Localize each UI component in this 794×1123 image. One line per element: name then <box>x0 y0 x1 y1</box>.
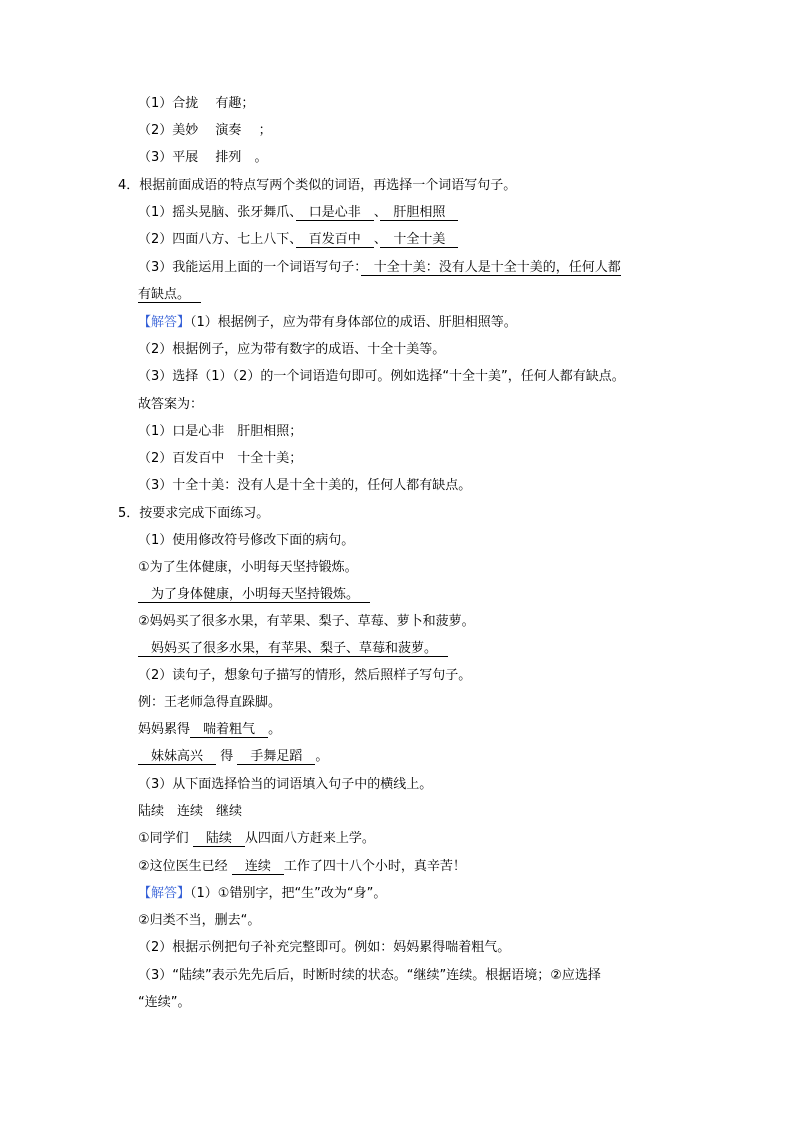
fill-blank: 妹妹高兴 <box>138 749 216 765</box>
answer-line: （2）百发百中 十全十美； <box>138 451 303 466</box>
answer-line: （3）“陆续”表示先先后后，时断时续的状态。“继续”连续。根据语境；②应选择 <box>138 968 601 983</box>
answer-text: 演奏 <box>215 123 242 138</box>
answer-line: 【解答】（1）①错别字，把“生”改为“身”。 <box>138 886 387 901</box>
question-line <box>138 259 621 277</box>
answer-line: ②归类不当，删去“。 <box>138 913 261 928</box>
question-line: 妹妹高兴 得 手舞足蹈 。 <box>138 748 328 766</box>
question-line: ②这位医生已经 连续 工作了四十八个小时，真辛苦！ <box>138 859 466 874</box>
answer-line: （3）选择（1）（2）的一个词语造句即可。例如选择“十全十美”，任何人都有缺点。 <box>138 369 625 384</box>
question-title: 5．按要求完成下面练习。 <box>118 506 270 521</box>
fill-blank: 口是心非 <box>296 205 374 221</box>
answer-label: 故答案为： <box>138 397 204 412</box>
line-text: （2）四面八方、七上八下、 <box>138 232 296 247</box>
line-text: （3）我能运用上面的一个词语写句子： <box>138 260 361 275</box>
question-line: ①为了生体健康，小明每天坚持锻炼。 <box>138 560 358 575</box>
fill-blank: 连续 <box>232 859 284 875</box>
question-line: （1）使用修改符号修改下面的病句。 <box>138 533 355 548</box>
answer-text: （1）根据例子，应为带有身体部位的成语、肝胆相照等。 <box>190 315 517 330</box>
answer-line: （2）根据示例把句子补充完整即可。例如：妈妈累得喘着粗气。 <box>138 940 511 955</box>
answer-text: 有趣； <box>215 96 255 111</box>
question-line: 妈妈累得 喘着粗气 。 <box>138 722 282 737</box>
answer-text: （1）合拢 <box>138 96 199 111</box>
answer-text: ； <box>258 123 272 138</box>
corrected-sentence: 为了身体健康，小明每天坚持锻炼。 <box>138 586 370 604</box>
fill-blank: 有缺点。 <box>138 287 201 303</box>
question-line: （3）从下面选择恰当的词语填入句子中的横线上。 <box>138 777 433 792</box>
answer-tag: 【解答】 <box>138 886 191 901</box>
word-choices: 陆续 连续 继续 <box>138 804 243 819</box>
answer-text: （3）平展 <box>138 150 199 165</box>
answer-line <box>138 122 272 140</box>
fill-blank: 十全十美：没有人是十全十美的，任何人都 <box>361 260 621 276</box>
fill-blank: 肝胆相照 <box>380 205 458 221</box>
answer-text: 排列 <box>215 150 242 165</box>
answer-line: （3）十全十美：没有人是十全十美的，任何人都有缺点。 <box>138 478 472 493</box>
answer-line: “连续”。 <box>138 995 191 1010</box>
answer-text: 。 <box>254 150 268 165</box>
question-line: ①同学们 陆续 从四面八方赶来上学。 <box>138 831 375 846</box>
question-line <box>138 231 458 249</box>
corrected-sentence: 妈妈买了很多水果，有苹果、梨子、草莓和菠萝。 <box>138 640 448 658</box>
answer-line <box>138 149 267 167</box>
answer-text: （2）美妙 <box>138 123 199 138</box>
fill-blank: 陆续 <box>193 831 245 847</box>
example-line: 例：王老师急得直跺脚。 <box>138 695 282 710</box>
fill-blank: 百发百中 <box>296 232 374 248</box>
question-line <box>138 286 201 304</box>
answer-tag: 【解答】 <box>138 315 191 330</box>
question-title: 4．根据前面成语的特点写两个类似的词语，再选择一个词语写句子。 <box>118 178 517 193</box>
answer-line: （2）根据例子，应为带有数字的成语、十全十美等。 <box>138 342 446 357</box>
fill-blank: 喘着粗气 <box>190 722 268 738</box>
separator: 、 <box>373 205 381 220</box>
question-line: （2）读句子，想象句子描写的情形，然后照样子写句子。 <box>138 668 472 683</box>
fill-blank: 十全十美 <box>380 232 458 248</box>
line-text: （1）摇头晃脑、张牙舞爪、 <box>138 205 296 220</box>
question-line <box>138 204 458 222</box>
question-line: ②妈妈买了很多水果，有苹果、梨子、草莓、萝卜和菠萝。 <box>138 614 475 629</box>
answer-line: （1）口是心非 肝胆相照； <box>138 424 303 439</box>
separator: 、 <box>373 232 381 247</box>
fill-blank: 手舞足蹈 <box>237 749 315 765</box>
answer-line <box>138 314 517 332</box>
answer-line <box>138 95 254 113</box>
